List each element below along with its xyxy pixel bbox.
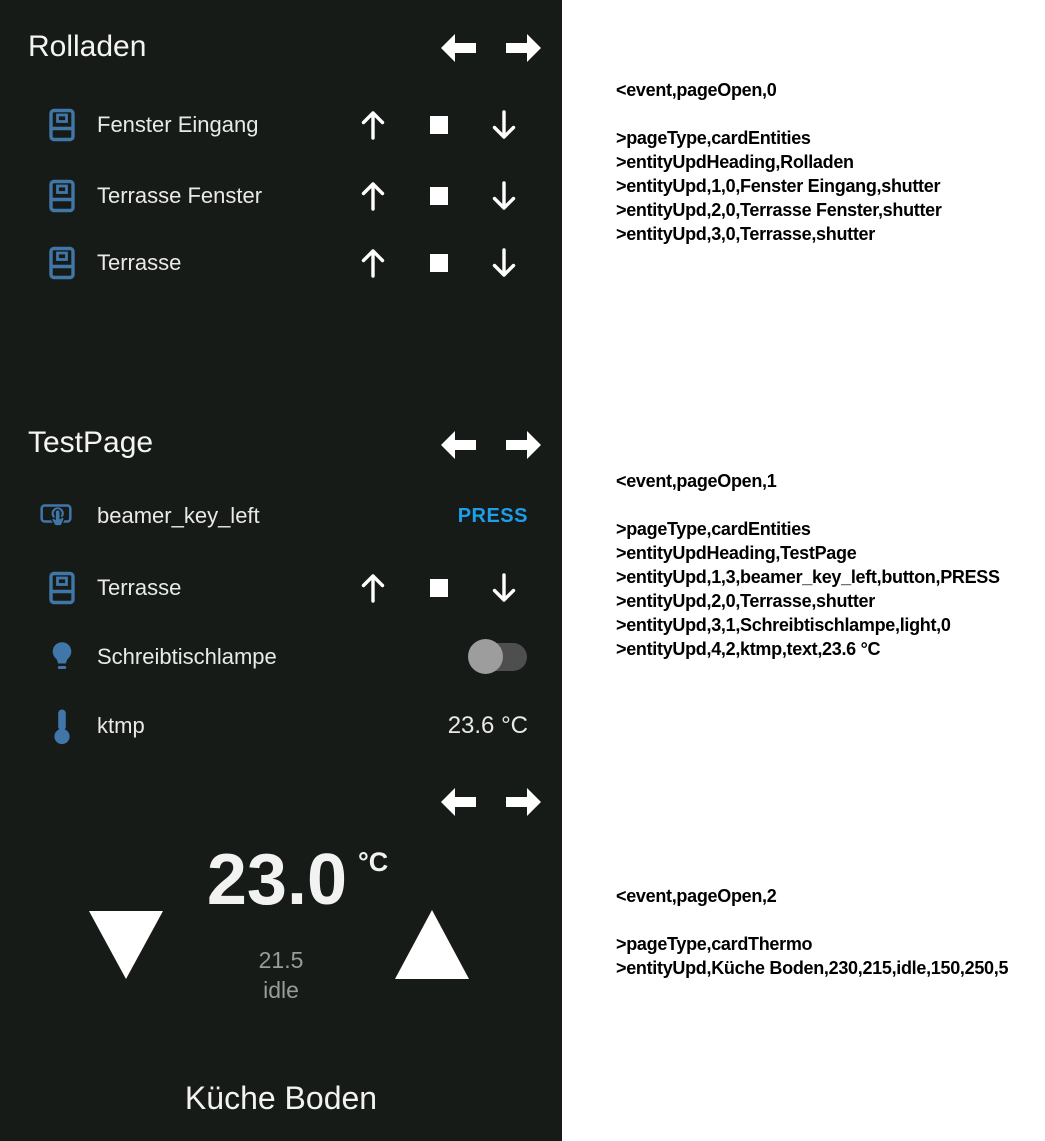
shutter-stop-button[interactable] (430, 254, 448, 272)
light-toggle[interactable] (468, 639, 528, 674)
log-line (616, 493, 1042, 517)
gesture-tap-button-icon (40, 494, 72, 538)
log-line: >pageType,cardThermo (616, 934, 813, 954)
log-line: <event,pageOpen,1 (616, 471, 777, 491)
log-block-page0 (616, 78, 1042, 246)
shutter-up-button[interactable] (358, 566, 388, 610)
log-line: >entityUpd,4,2,ktmp,text,23.6 °C (616, 639, 881, 659)
window-shutter-icon (46, 241, 78, 285)
setpoint-down-button[interactable] (88, 910, 164, 980)
arrow-right-bold-icon (505, 430, 542, 460)
entity-label: ktmp (97, 713, 145, 738)
entity-value-text: 23.6 °C (447, 712, 528, 739)
entity-label: Terrasse Fenster (97, 183, 263, 208)
entity-row-terrasse (0, 241, 562, 285)
thermometer-icon (46, 704, 78, 748)
nav-prev-button[interactable] (440, 33, 477, 63)
nav-next-button[interactable] (505, 33, 542, 63)
arrow-left-bold-icon (440, 430, 477, 460)
window-shutter-icon (46, 103, 78, 147)
entity-label: Schreibtischlampe (97, 644, 277, 669)
log-line: >entityUpd,3,1,Schreibtischlampe,light,0 (616, 615, 951, 635)
nav-next-button[interactable] (505, 430, 542, 460)
nav-prev-button[interactable] (440, 430, 477, 460)
log-line: >entityUpd,Küche Boden,230,215,idle,150,250,5 (616, 958, 1009, 978)
window-shutter-icon (46, 566, 78, 610)
log-line: >entityUpdHeading,Rolladen (616, 152, 854, 172)
current-temperature: 23.0 (206, 840, 347, 920)
shutter-stop-button[interactable] (430, 187, 448, 205)
press-button[interactable]: PRESS (457, 505, 528, 527)
entity-label: Terrasse (97, 575, 182, 600)
shutter-down-button[interactable] (489, 103, 519, 147)
nav-next-button[interactable] (505, 787, 542, 817)
shutter-up-button[interactable] (358, 103, 388, 147)
entity-row-beamer-key-left (0, 494, 562, 538)
entity-row-terrasse-2 (0, 566, 562, 610)
entity-row-fenster-eingang (0, 103, 562, 147)
log-line (616, 908, 1042, 932)
setpoint-up-button[interactable] (394, 908, 470, 980)
entity-label: Fenster Eingang (97, 112, 259, 137)
arrow-left-bold-icon (440, 33, 477, 63)
shutter-stop-button[interactable] (430, 116, 448, 134)
thermostat-title: Küche Boden (184, 1080, 378, 1116)
entity-row-terrasse-fenster (0, 174, 562, 218)
entity-row-schreibtischlampe (0, 635, 562, 679)
log-block-page1 (616, 469, 1042, 661)
log-line: >entityUpd,2,0,Terrasse Fenster,shutter (616, 200, 942, 220)
arrow-left-bold-icon (440, 787, 477, 817)
arrow-right-bold-icon (505, 787, 542, 817)
arrow-right-bold-icon (505, 33, 542, 63)
log-block-page2 (616, 884, 1042, 980)
shutter-up-button[interactable] (358, 241, 388, 285)
window-shutter-icon (46, 174, 78, 218)
entity-label: beamer_key_left (97, 503, 260, 528)
card-heading-rolladen: Rolladen (28, 30, 147, 63)
log-line: >pageType,cardEntities (616, 128, 811, 148)
shutter-up-button[interactable] (358, 174, 388, 218)
entity-row-ktmp (0, 704, 562, 748)
lightbulb-icon (46, 635, 78, 679)
entity-label: Terrasse (97, 250, 182, 275)
nav-prev-button[interactable] (440, 787, 477, 817)
shutter-down-button[interactable] (489, 174, 519, 218)
temperature-unit: °C (358, 847, 389, 877)
log-line: >pageType,cardEntities (616, 519, 811, 539)
shutter-down-button[interactable] (489, 566, 519, 610)
hvac-state: idle (263, 977, 299, 1003)
log-line (616, 102, 1042, 126)
shutter-stop-button[interactable] (430, 579, 448, 597)
log-line: >entityUpd,2,0,Terrasse,shutter (616, 591, 875, 611)
log-line: >entityUpd,3,0,Terrasse,shutter (616, 224, 875, 244)
card-heading-testpage: TestPage (28, 426, 154, 459)
log-line: <event,pageOpen,0 (616, 80, 777, 100)
log-line: >entityUpd,1,3,beamer_key_left,button,PRESS (616, 567, 1000, 587)
log-line: <event,pageOpen,2 (616, 886, 777, 906)
shutter-down-button[interactable] (489, 241, 519, 285)
toggle-knob (468, 639, 503, 674)
setpoint-temperature: 21.5 (258, 947, 304, 973)
log-line: >entityUpd,1,0,Fenster Eingang,shutter (616, 176, 941, 196)
log-line: >entityUpdHeading,TestPage (616, 543, 857, 563)
